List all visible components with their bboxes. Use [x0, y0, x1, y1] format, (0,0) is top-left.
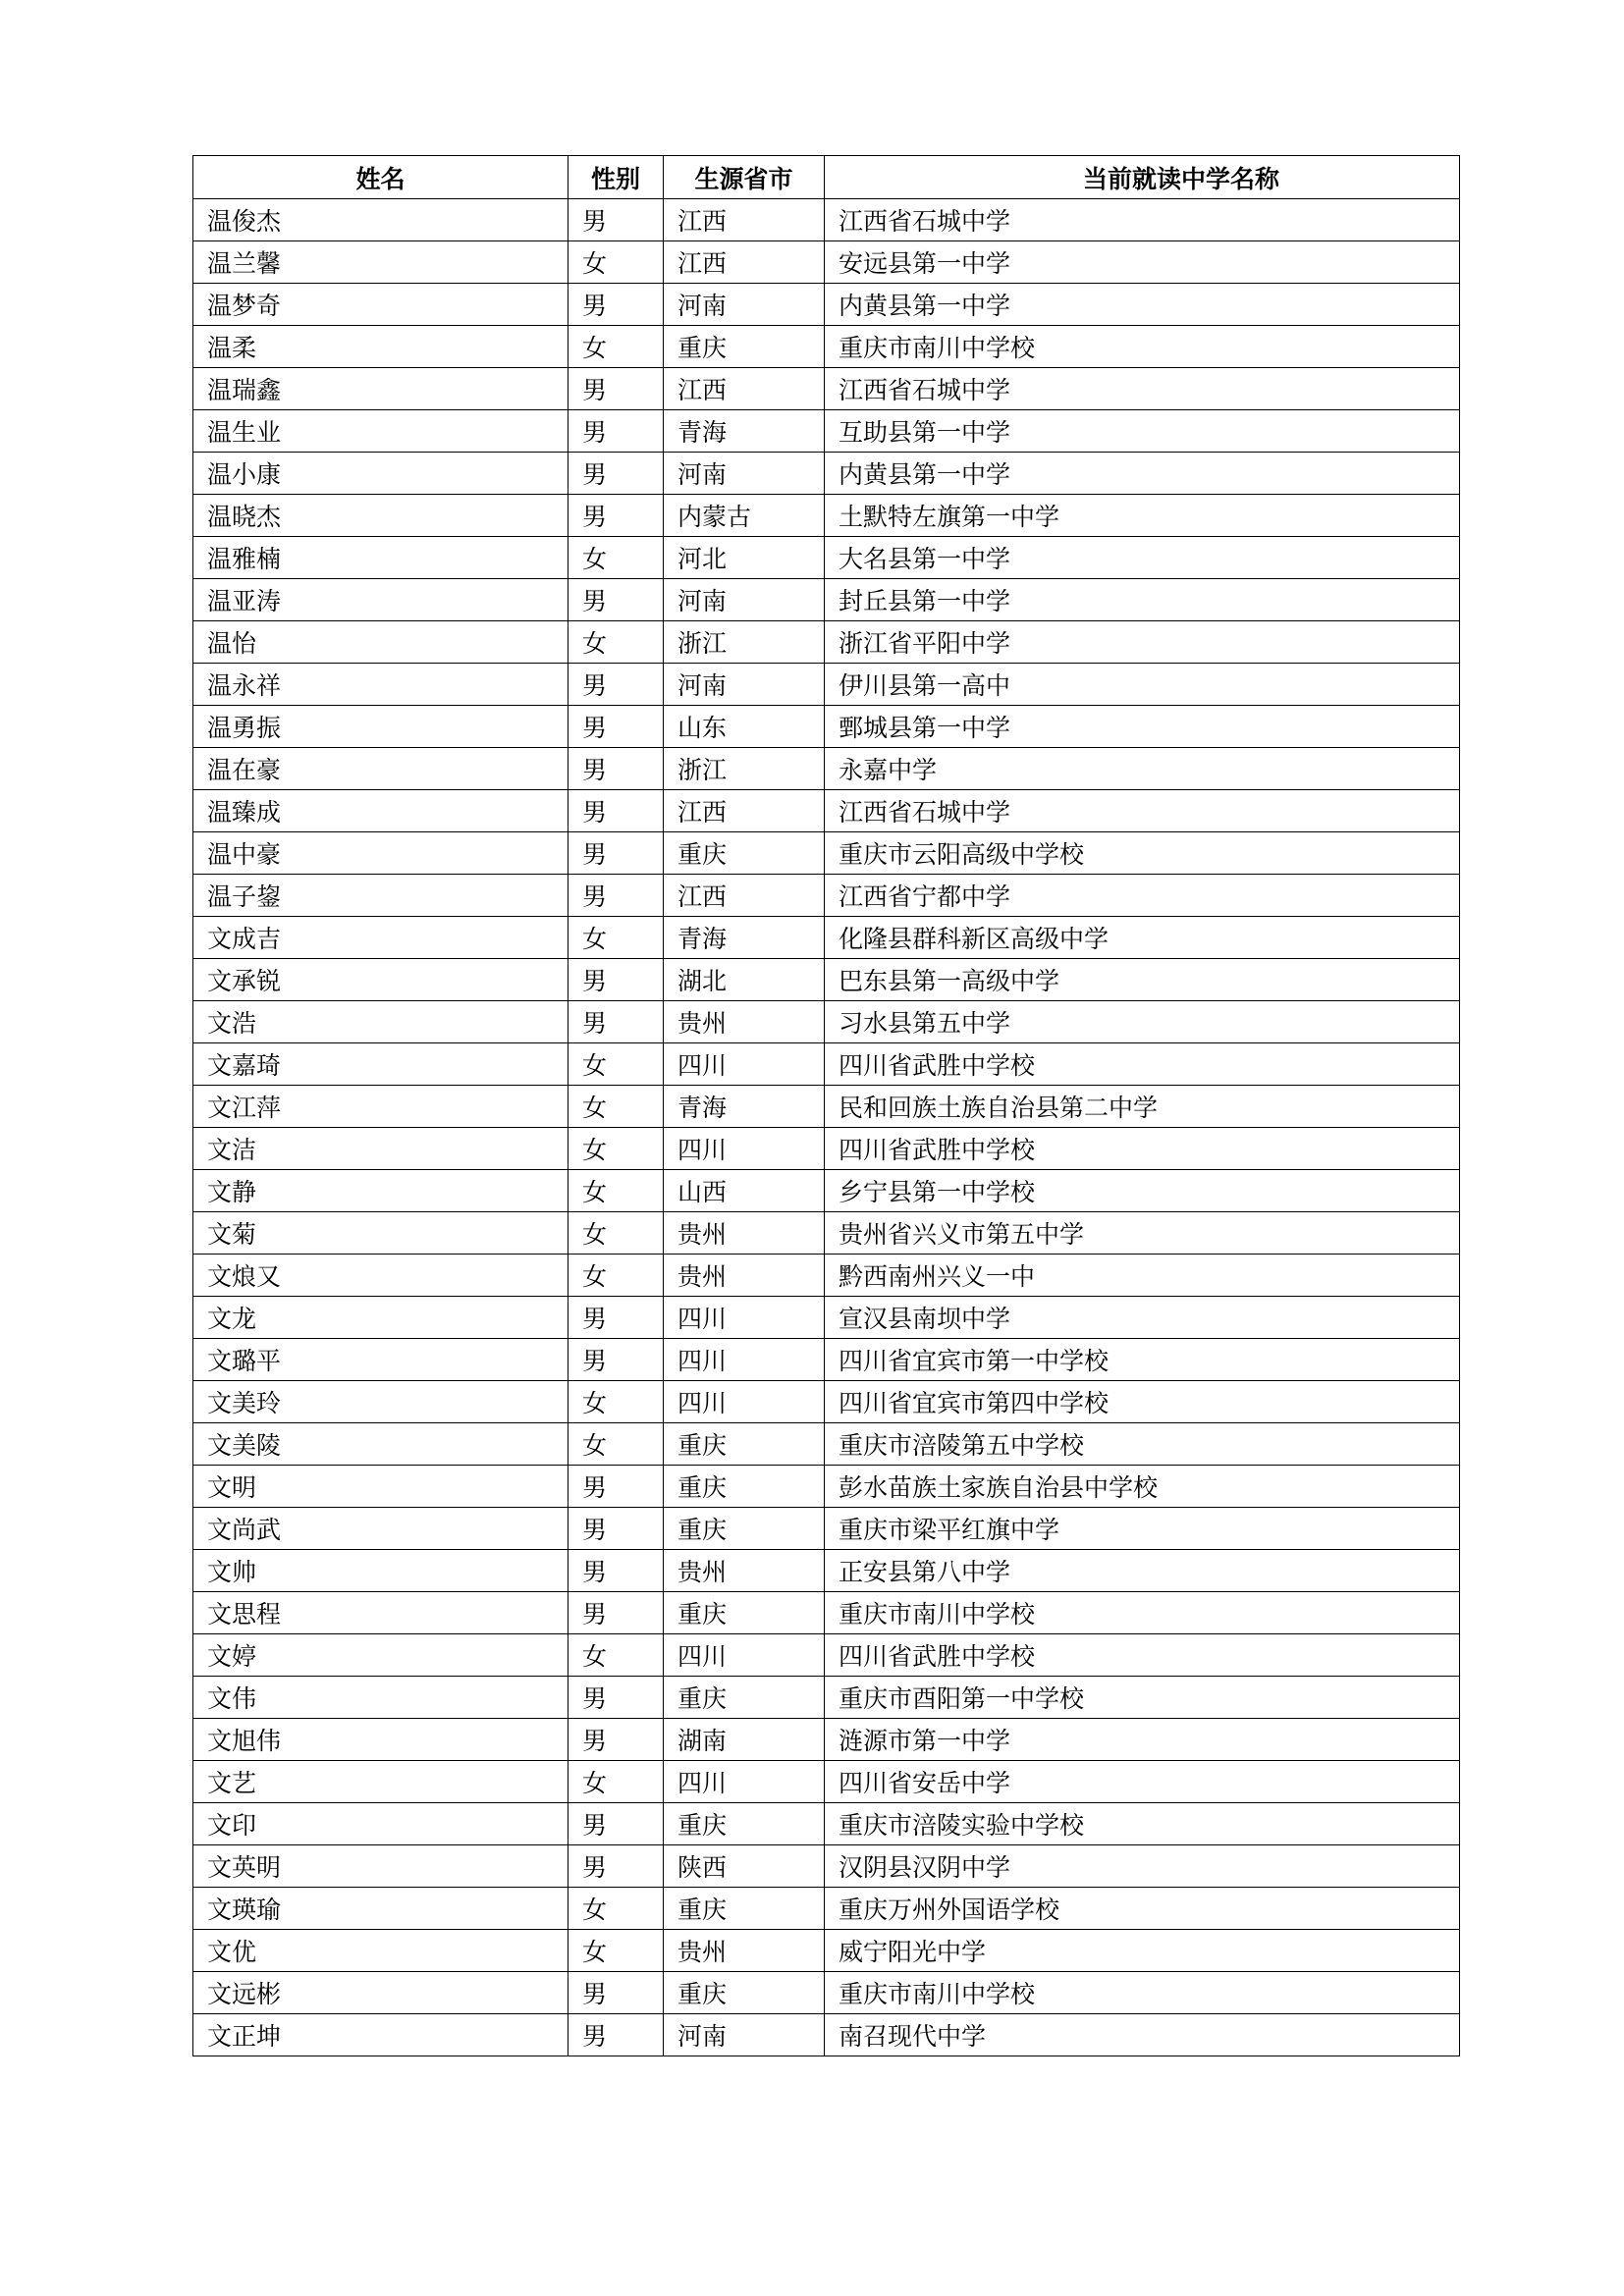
gender-cell: 男 — [568, 1466, 664, 1508]
school-cell: 四川省安岳中学 — [825, 1761, 1460, 1803]
school-cell: 宣汉县南坝中学 — [825, 1297, 1460, 1339]
province-cell: 贵州 — [664, 1001, 825, 1043]
school-cell: 重庆市云阳高级中学校 — [825, 832, 1460, 875]
gender-cell: 男 — [568, 664, 664, 706]
name-cell: 温晓杰 — [193, 495, 568, 537]
gender-cell: 男 — [568, 790, 664, 832]
gender-cell: 女 — [568, 1212, 664, 1255]
gender-cell: 男 — [568, 1550, 664, 1592]
name-cell: 温在豪 — [193, 748, 568, 790]
table-row — [193, 664, 1460, 706]
province-cell: 河南 — [664, 579, 825, 621]
name-cell: 温生业 — [193, 410, 568, 453]
province-cell: 重庆 — [664, 1888, 825, 1930]
table-row — [193, 790, 1460, 832]
name-cell: 文远彬 — [193, 1972, 568, 2014]
name-cell: 温臻成 — [193, 790, 568, 832]
gender-cell: 女 — [568, 1086, 664, 1128]
gender-cell: 女 — [568, 917, 664, 959]
school-cell: 土默特左旗第一中学 — [825, 495, 1460, 537]
table-row — [193, 1508, 1460, 1550]
school-cell: 江西省宁都中学 — [825, 875, 1460, 917]
gender-cell: 男 — [568, 1508, 664, 1550]
gender-cell: 女 — [568, 241, 664, 284]
table-row — [193, 1550, 1460, 1592]
school-cell: 民和回族土族自治县第二中学 — [825, 1086, 1460, 1128]
gender-cell: 女 — [568, 1170, 664, 1212]
name-cell: 温柔 — [193, 326, 568, 368]
table-row — [193, 1719, 1460, 1761]
province-cell: 重庆 — [664, 1592, 825, 1634]
school-cell: 乡宁县第一中学校 — [825, 1170, 1460, 1212]
school-cell: 四川省宜宾市第四中学校 — [825, 1381, 1460, 1423]
table-row — [193, 2014, 1460, 2056]
school-cell: 巴东县第一高级中学 — [825, 959, 1460, 1001]
student-table — [192, 155, 1460, 2056]
province-cell: 重庆 — [664, 1508, 825, 1550]
province-cell: 贵州 — [664, 1550, 825, 1592]
name-cell: 文静 — [193, 1170, 568, 1212]
name-cell: 文瑛瑜 — [193, 1888, 568, 1930]
name-cell: 文艺 — [193, 1761, 568, 1803]
province-cell: 山西 — [664, 1170, 825, 1212]
name-cell: 温亚涛 — [193, 579, 568, 621]
gender-cell: 女 — [568, 1423, 664, 1466]
school-cell: 重庆市南川中学校 — [825, 1592, 1460, 1634]
gender-cell: 男 — [568, 1339, 664, 1381]
gender-cell: 女 — [568, 537, 664, 579]
table-row — [193, 1001, 1460, 1043]
table-row — [193, 1339, 1460, 1381]
name-cell: 文成吉 — [193, 917, 568, 959]
province-cell: 贵州 — [664, 1212, 825, 1255]
table-row — [193, 1128, 1460, 1170]
school-cell: 四川省宜宾市第一中学校 — [825, 1339, 1460, 1381]
name-cell: 文美陵 — [193, 1423, 568, 1466]
school-cell: 汉阴县汉阴中学 — [825, 1845, 1460, 1888]
school-cell: 内黄县第一中学 — [825, 284, 1460, 326]
province-cell: 山东 — [664, 706, 825, 748]
table-row — [193, 1212, 1460, 1255]
gender-cell: 男 — [568, 1845, 664, 1888]
table-row — [193, 1423, 1460, 1466]
table-row — [193, 1803, 1460, 1845]
province-cell: 青海 — [664, 410, 825, 453]
province-cell: 重庆 — [664, 1423, 825, 1466]
gender-cell: 女 — [568, 1381, 664, 1423]
table-row — [193, 1845, 1460, 1888]
gender-cell: 男 — [568, 199, 664, 241]
gender-cell: 女 — [568, 1634, 664, 1677]
name-cell: 文承锐 — [193, 959, 568, 1001]
name-cell: 文优 — [193, 1930, 568, 1972]
school-cell: 贵州省兴义市第五中学 — [825, 1212, 1460, 1255]
table-row — [193, 1086, 1460, 1128]
school-cell: 涟源市第一中学 — [825, 1719, 1460, 1761]
table-row — [193, 1255, 1460, 1297]
school-cell: 彭水苗族土家族自治县中学校 — [825, 1466, 1460, 1508]
gender-cell: 男 — [568, 453, 664, 495]
table-row — [193, 495, 1460, 537]
name-cell: 文浩 — [193, 1001, 568, 1043]
table-row — [193, 453, 1460, 495]
gender-cell: 女 — [568, 1128, 664, 1170]
name-cell: 文美玲 — [193, 1381, 568, 1423]
table-row — [193, 1381, 1460, 1423]
school-cell: 大名县第一中学 — [825, 537, 1460, 579]
province-cell: 四川 — [664, 1634, 825, 1677]
name-cell: 温中豪 — [193, 832, 568, 875]
province-cell: 贵州 — [664, 1255, 825, 1297]
gender-cell: 男 — [568, 748, 664, 790]
gender-cell: 男 — [568, 706, 664, 748]
table-row — [193, 410, 1460, 453]
province-cell: 湖南 — [664, 1719, 825, 1761]
province-cell: 河南 — [664, 664, 825, 706]
name-cell: 文英明 — [193, 1845, 568, 1888]
province-cell: 河南 — [664, 2014, 825, 2056]
school-cell: 重庆市涪陵实验中学校 — [825, 1803, 1460, 1845]
province-cell: 重庆 — [664, 1677, 825, 1719]
table-row — [193, 368, 1460, 410]
school-cell: 鄄城县第一中学 — [825, 706, 1460, 748]
province-cell: 浙江 — [664, 621, 825, 664]
school-cell: 四川省武胜中学校 — [825, 1634, 1460, 1677]
school-cell: 化隆县群科新区高级中学 — [825, 917, 1460, 959]
gender-cell: 男 — [568, 1592, 664, 1634]
province-cell: 重庆 — [664, 326, 825, 368]
name-cell: 文明 — [193, 1466, 568, 1508]
province-cell: 湖北 — [664, 959, 825, 1001]
gender-cell: 女 — [568, 1043, 664, 1086]
name-cell: 文伟 — [193, 1677, 568, 1719]
gender-cell: 男 — [568, 495, 664, 537]
province-cell: 重庆 — [664, 832, 825, 875]
gender-cell: 男 — [568, 832, 664, 875]
table-row — [193, 917, 1460, 959]
gender-cell: 男 — [568, 1719, 664, 1761]
province-cell: 河北 — [664, 537, 825, 579]
school-cell: 互助县第一中学 — [825, 410, 1460, 453]
name-cell: 文正坤 — [193, 2014, 568, 2056]
gender-cell: 男 — [568, 284, 664, 326]
name-cell: 文烺又 — [193, 1255, 568, 1297]
school-cell: 伊川县第一高中 — [825, 664, 1460, 706]
table-row — [193, 284, 1460, 326]
name-cell: 温梦奇 — [193, 284, 568, 326]
gender-cell: 女 — [568, 1930, 664, 1972]
name-cell: 文江萍 — [193, 1086, 568, 1128]
table-row — [193, 537, 1460, 579]
school-cell: 重庆市南川中学校 — [825, 326, 1460, 368]
school-cell: 威宁阳光中学 — [825, 1930, 1460, 1972]
province-cell: 重庆 — [664, 1803, 825, 1845]
table-row — [193, 1466, 1460, 1508]
table-row — [193, 748, 1460, 790]
school-cell: 江西省石城中学 — [825, 199, 1460, 241]
name-cell: 文印 — [193, 1803, 568, 1845]
table-row — [193, 959, 1460, 1001]
school-cell: 安远县第一中学 — [825, 241, 1460, 284]
school-cell: 重庆市南川中学校 — [825, 1972, 1460, 2014]
province-cell: 江西 — [664, 368, 825, 410]
table-row — [193, 199, 1460, 241]
table-row — [193, 1634, 1460, 1677]
province-cell: 贵州 — [664, 1930, 825, 1972]
school-cell: 内黄县第一中学 — [825, 453, 1460, 495]
header-row — [193, 156, 1460, 199]
gender-cell: 男 — [568, 1972, 664, 2014]
gender-cell: 男 — [568, 1677, 664, 1719]
school-cell: 永嘉中学 — [825, 748, 1460, 790]
province-cell: 四川 — [664, 1339, 825, 1381]
gender-cell: 女 — [568, 326, 664, 368]
province-cell: 四川 — [664, 1043, 825, 1086]
gender-cell: 男 — [568, 1803, 664, 1845]
gender-cell: 男 — [568, 959, 664, 1001]
table-row — [193, 241, 1460, 284]
gender-cell: 男 — [568, 410, 664, 453]
gender-cell: 女 — [568, 1888, 664, 1930]
name-cell: 文龙 — [193, 1297, 568, 1339]
province-cell: 四川 — [664, 1381, 825, 1423]
name-cell: 文尚武 — [193, 1508, 568, 1550]
table-row — [193, 1972, 1460, 2014]
gender-cell: 女 — [568, 621, 664, 664]
province-cell: 陕西 — [664, 1845, 825, 1888]
province-cell: 河南 — [664, 284, 825, 326]
table-row — [193, 579, 1460, 621]
school-cell: 重庆万州外国语学校 — [825, 1888, 1460, 1930]
name-cell: 文思程 — [193, 1592, 568, 1634]
school-cell: 江西省石城中学 — [825, 368, 1460, 410]
header-school: 当前就读中学名称 — [825, 156, 1460, 199]
province-cell: 江西 — [664, 790, 825, 832]
gender-cell: 女 — [568, 1761, 664, 1803]
header-name: 姓名 — [193, 156, 568, 199]
name-cell: 温兰馨 — [193, 241, 568, 284]
province-cell: 重庆 — [664, 1466, 825, 1508]
school-cell: 四川省武胜中学校 — [825, 1043, 1460, 1086]
name-cell: 文洁 — [193, 1128, 568, 1170]
name-cell: 文旭伟 — [193, 1719, 568, 1761]
school-cell: 黔西南州兴义一中 — [825, 1255, 1460, 1297]
gender-cell: 女 — [568, 1255, 664, 1297]
school-cell: 江西省石城中学 — [825, 790, 1460, 832]
province-cell: 浙江 — [664, 748, 825, 790]
gender-cell: 男 — [568, 1001, 664, 1043]
name-cell: 温瑞鑫 — [193, 368, 568, 410]
name-cell: 文璐平 — [193, 1339, 568, 1381]
province-cell: 江西 — [664, 875, 825, 917]
name-cell: 文嘉琦 — [193, 1043, 568, 1086]
school-cell: 习水县第五中学 — [825, 1001, 1460, 1043]
province-cell: 四川 — [664, 1761, 825, 1803]
table-row — [193, 1930, 1460, 1972]
table-row — [193, 832, 1460, 875]
table-row — [193, 1043, 1460, 1086]
province-cell: 江西 — [664, 199, 825, 241]
name-cell: 文菊 — [193, 1212, 568, 1255]
gender-cell: 男 — [568, 875, 664, 917]
name-cell: 文帅 — [193, 1550, 568, 1592]
province-cell: 青海 — [664, 917, 825, 959]
name-cell: 温雅楠 — [193, 537, 568, 579]
name-cell: 温怡 — [193, 621, 568, 664]
table-row — [193, 621, 1460, 664]
table-row — [193, 1170, 1460, 1212]
name-cell: 温勇振 — [193, 706, 568, 748]
school-cell: 南召现代中学 — [825, 2014, 1460, 2056]
name-cell: 文婷 — [193, 1634, 568, 1677]
school-cell: 重庆市酉阳第一中学校 — [825, 1677, 1460, 1719]
table-row — [193, 1761, 1460, 1803]
province-cell: 四川 — [664, 1128, 825, 1170]
name-cell: 温子鋆 — [193, 875, 568, 917]
table-row — [193, 875, 1460, 917]
table-row — [193, 1297, 1460, 1339]
school-cell: 重庆市梁平红旗中学 — [825, 1508, 1460, 1550]
gender-cell: 男 — [568, 2014, 664, 2056]
header-province: 生源省市 — [664, 156, 825, 199]
table-row — [193, 1592, 1460, 1634]
header-gender: 性别 — [568, 156, 664, 199]
gender-cell: 男 — [568, 579, 664, 621]
table-row — [193, 1677, 1460, 1719]
gender-cell: 男 — [568, 368, 664, 410]
table-row — [193, 1888, 1460, 1930]
school-cell: 重庆市涪陵第五中学校 — [825, 1423, 1460, 1466]
name-cell: 温俊杰 — [193, 199, 568, 241]
school-cell: 封丘县第一中学 — [825, 579, 1460, 621]
school-cell: 正安县第八中学 — [825, 1550, 1460, 1592]
name-cell: 温小康 — [193, 453, 568, 495]
province-cell: 河南 — [664, 453, 825, 495]
province-cell: 重庆 — [664, 1972, 825, 2014]
school-cell: 四川省武胜中学校 — [825, 1128, 1460, 1170]
name-cell: 温永祥 — [193, 664, 568, 706]
table-row — [193, 706, 1460, 748]
province-cell: 青海 — [664, 1086, 825, 1128]
province-cell: 江西 — [664, 241, 825, 284]
gender-cell: 男 — [568, 1297, 664, 1339]
province-cell: 四川 — [664, 1297, 825, 1339]
table-row — [193, 326, 1460, 368]
province-cell: 内蒙古 — [664, 495, 825, 537]
school-cell: 浙江省平阳中学 — [825, 621, 1460, 664]
